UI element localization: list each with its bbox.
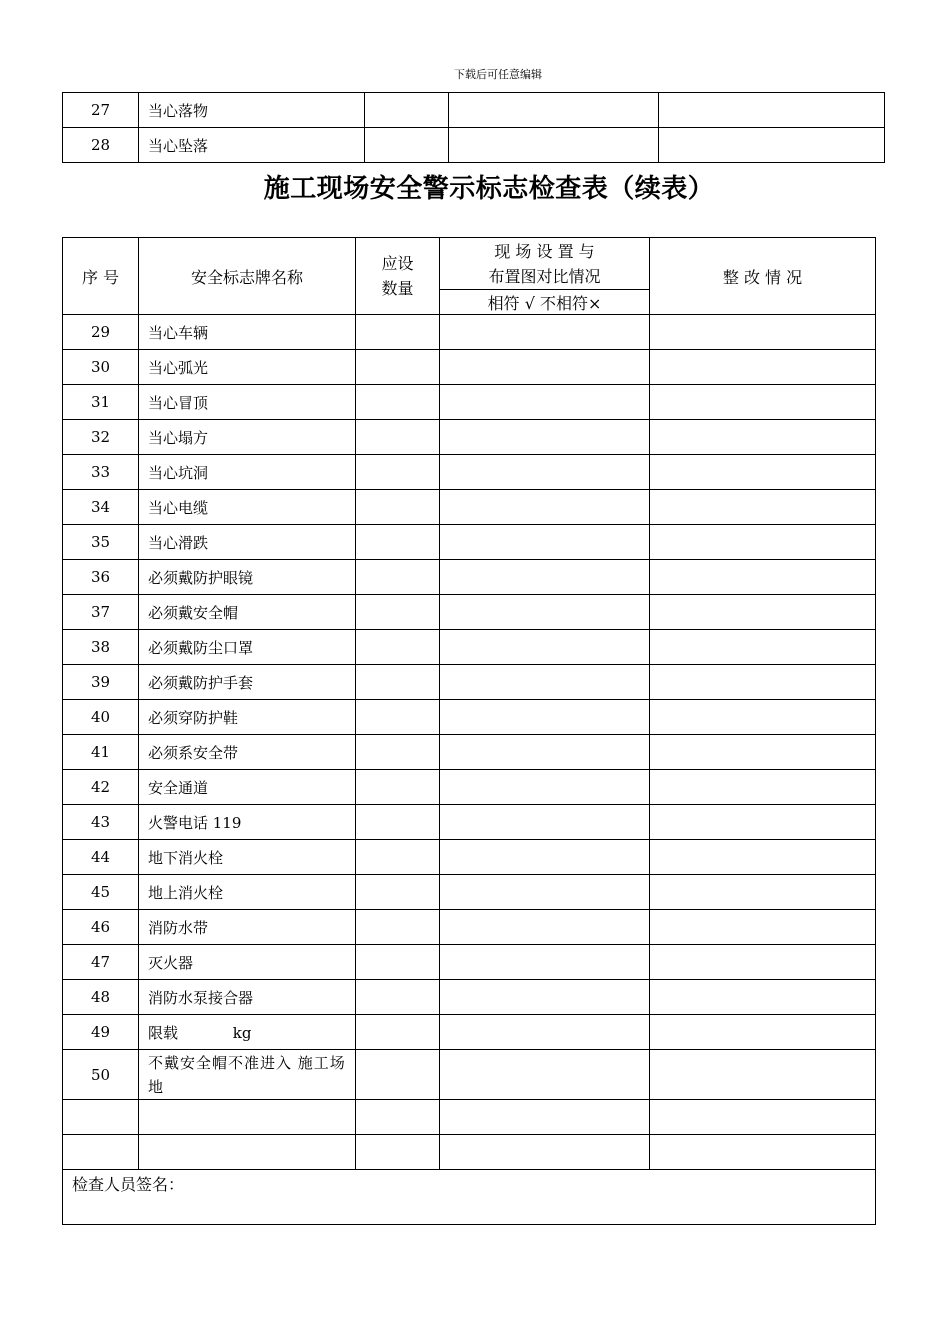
qty-cell[interactable] [356,1100,440,1135]
table-row [63,595,876,630]
compare-cell[interactable] [440,910,650,945]
fix-cell[interactable] [650,910,876,945]
row-number: 40 [63,700,139,735]
col-header-compare [440,238,650,290]
fix-cell[interactable] [650,840,876,875]
sign-name: 当心坑洞 [139,455,356,490]
compare-cell[interactable] [440,455,650,490]
table-row [63,1050,876,1100]
sign-name: 当心坠落 [139,128,365,163]
row-number: 27 [63,93,139,128]
compare-cell[interactable] [440,1015,650,1050]
col-header-num: 序 号 [63,238,139,315]
previous-rows-table [62,92,885,163]
qty-cell[interactable] [356,1015,440,1050]
col-header-qty-line2: 数量 [381,279,414,298]
table-row [63,420,876,455]
compare-cell[interactable] [440,1135,650,1170]
compare-cell[interactable] [440,1100,650,1135]
table-row [63,490,876,525]
compare-cell[interactable] [440,350,650,385]
table-row [63,910,876,945]
table-row [63,630,876,665]
fix-cell[interactable] [650,1050,876,1100]
qty-cell[interactable] [356,595,440,630]
row-number: 44 [63,840,139,875]
fix-cell[interactable] [659,128,885,163]
sign-name: 灭火器 [139,945,356,980]
qty-cell[interactable] [356,1050,440,1100]
empty-num-cell[interactable] [63,1135,139,1170]
fix-cell[interactable] [650,630,876,665]
fix-cell[interactable] [650,595,876,630]
table-row [63,805,876,840]
sign-name: 当心塌方 [139,420,356,455]
fix-cell[interactable] [650,385,876,420]
sign-name: 必须系安全带 [139,735,356,770]
row-number: 41 [63,735,139,770]
fix-cell[interactable] [650,735,876,770]
fix-cell[interactable] [650,805,876,840]
compare-cell[interactable] [440,735,650,770]
sign-name: 当心车辆 [139,315,356,350]
table-row [63,1015,876,1050]
compare-cell[interactable] [440,770,650,805]
fix-cell[interactable] [650,350,876,385]
compare-cell[interactable] [440,595,650,630]
fix-cell[interactable] [650,665,876,700]
table-row [63,875,876,910]
row-number: 50 [63,1050,139,1100]
qty-cell[interactable] [356,840,440,875]
qty-cell[interactable] [356,560,440,595]
page-title: 施工现场安全警示标志检查表（续表） [263,174,715,204]
sign-name: 安全通道 [139,770,356,805]
qty-cell[interactable] [356,700,440,735]
row-number: 34 [63,490,139,525]
row-number: 28 [63,128,139,163]
sign-name: 必须戴防护眼镜 [139,560,356,595]
table-row [63,560,876,595]
sign-name: 当心冒顶 [139,385,356,420]
fix-cell[interactable] [650,1135,876,1170]
compare-cell[interactable] [440,630,650,665]
sign-name: 地下消火栓 [139,840,356,875]
row-number: 37 [63,595,139,630]
sign-name: 消防水泵接合器 [139,980,356,1015]
row-number: 47 [63,945,139,980]
empty-row [63,1100,876,1135]
row-number: 48 [63,980,139,1015]
table-row [63,735,876,770]
compare-cell[interactable] [440,490,650,525]
compare-cell[interactable] [440,525,650,560]
fix-cell[interactable] [650,875,876,910]
table-row [63,385,876,420]
table-row [63,945,876,980]
row-number: 42 [63,770,139,805]
signature-field[interactable]: 检查人员签名： [63,1170,876,1225]
qty-cell[interactable] [356,1135,440,1170]
compare-cell[interactable] [440,420,650,455]
empty-num-cell[interactable] [63,1100,139,1135]
compare-cell[interactable] [440,875,650,910]
qty-cell[interactable] [365,93,449,128]
sign-name: 地上消火栓 [139,875,356,910]
compare-cell[interactable] [440,560,650,595]
qty-cell[interactable] [356,630,440,665]
qty-cell[interactable] [356,420,440,455]
fix-cell[interactable] [650,455,876,490]
compare-cell[interactable] [440,980,650,1015]
qty-cell[interactable] [356,980,440,1015]
compare-cell[interactable] [440,665,650,700]
col-header-name: 安全标志牌名称 [139,238,356,315]
fix-cell[interactable] [650,315,876,350]
table-row [63,770,876,805]
sign-name: 必须戴防尘口罩 [139,630,356,665]
table-row [63,665,876,700]
fix-cell[interactable] [650,700,876,735]
row-number: 39 [63,665,139,700]
row-number: 33 [63,455,139,490]
qty-cell[interactable] [356,350,440,385]
row-number: 46 [63,910,139,945]
col-header-qty [356,238,440,315]
fix-cell[interactable] [650,525,876,560]
inspection-table [62,237,876,1225]
table-row [63,128,885,163]
compare-cell[interactable] [440,945,650,980]
sign-name: 限载 kg [139,1015,356,1050]
signature-row [63,1170,876,1225]
row-number: 32 [63,420,139,455]
row-number: 31 [63,385,139,420]
fix-cell[interactable] [650,980,876,1015]
row-number: 45 [63,875,139,910]
table-row [63,840,876,875]
qty-cell[interactable] [356,525,440,560]
fix-cell[interactable] [650,945,876,980]
sign-name: 必须戴安全帽 [139,595,356,630]
compare-cell[interactable] [440,385,650,420]
qty-cell[interactable] [356,945,440,980]
row-number: 30 [63,350,139,385]
fix-cell[interactable] [650,1100,876,1135]
fix-cell[interactable] [650,770,876,805]
table-row [63,350,876,385]
empty-row [63,1135,876,1170]
sign-name: 火警电话 119 [139,805,356,840]
row-number: 43 [63,805,139,840]
qty-cell[interactable] [356,875,440,910]
fix-cell[interactable] [650,560,876,595]
qty-cell[interactable] [356,805,440,840]
compare-cell[interactable] [440,315,650,350]
qty-cell[interactable] [356,770,440,805]
compare-cell[interactable] [449,93,659,128]
table-row [63,315,876,350]
col-header-compare-sub: 相符 √ 不相符× [440,290,650,315]
qty-cell[interactable] [356,490,440,525]
compare-cell[interactable] [449,128,659,163]
row-number: 36 [63,560,139,595]
header-note: 下载后可任意编辑 [454,68,542,81]
qty-cell[interactable] [356,385,440,420]
row-number: 49 [63,1015,139,1050]
row-number: 38 [63,630,139,665]
col-header-compare-line1: 现 场 设 置 与 [494,241,595,261]
compare-cell[interactable] [440,840,650,875]
sign-name: 当心滑跌 [139,525,356,560]
sign-name: 必须戴防护手套 [139,665,356,700]
table-row [63,700,876,735]
fix-cell[interactable] [650,490,876,525]
qty-cell[interactable] [356,735,440,770]
empty-name-cell[interactable] [139,1100,356,1135]
qty-cell[interactable] [356,315,440,350]
col-header-fix: 整 改 情 况 [650,238,876,315]
header-row [63,238,876,290]
sign-name: 必须穿防护鞋 [139,700,356,735]
sign-name: 消防水带 [139,910,356,945]
fix-cell[interactable] [659,93,885,128]
qty-cell[interactable] [356,455,440,490]
qty-cell[interactable] [356,665,440,700]
table-row [63,525,876,560]
row-number: 35 [63,525,139,560]
sign-name: 当心弧光 [139,350,356,385]
sign-name: 不戴安全帽不准进入 施工场地 [139,1050,356,1100]
compare-cell[interactable] [440,805,650,840]
compare-cell[interactable] [440,700,650,735]
sign-name: 当心电缆 [139,490,356,525]
table-row [63,455,876,490]
col-header-compare-line2: 布置图对比情况 [488,266,601,286]
sign-name: 当心落物 [139,93,365,128]
qty-cell[interactable] [356,910,440,945]
fix-cell[interactable] [650,420,876,455]
fix-cell[interactable] [650,1015,876,1050]
row-number: 29 [63,315,139,350]
table-row [63,93,885,128]
col-header-qty-line1: 应设 [381,254,414,273]
table-row [63,980,876,1015]
empty-name-cell[interactable] [139,1135,356,1170]
qty-cell[interactable] [365,128,449,163]
compare-cell[interactable] [440,1050,650,1100]
